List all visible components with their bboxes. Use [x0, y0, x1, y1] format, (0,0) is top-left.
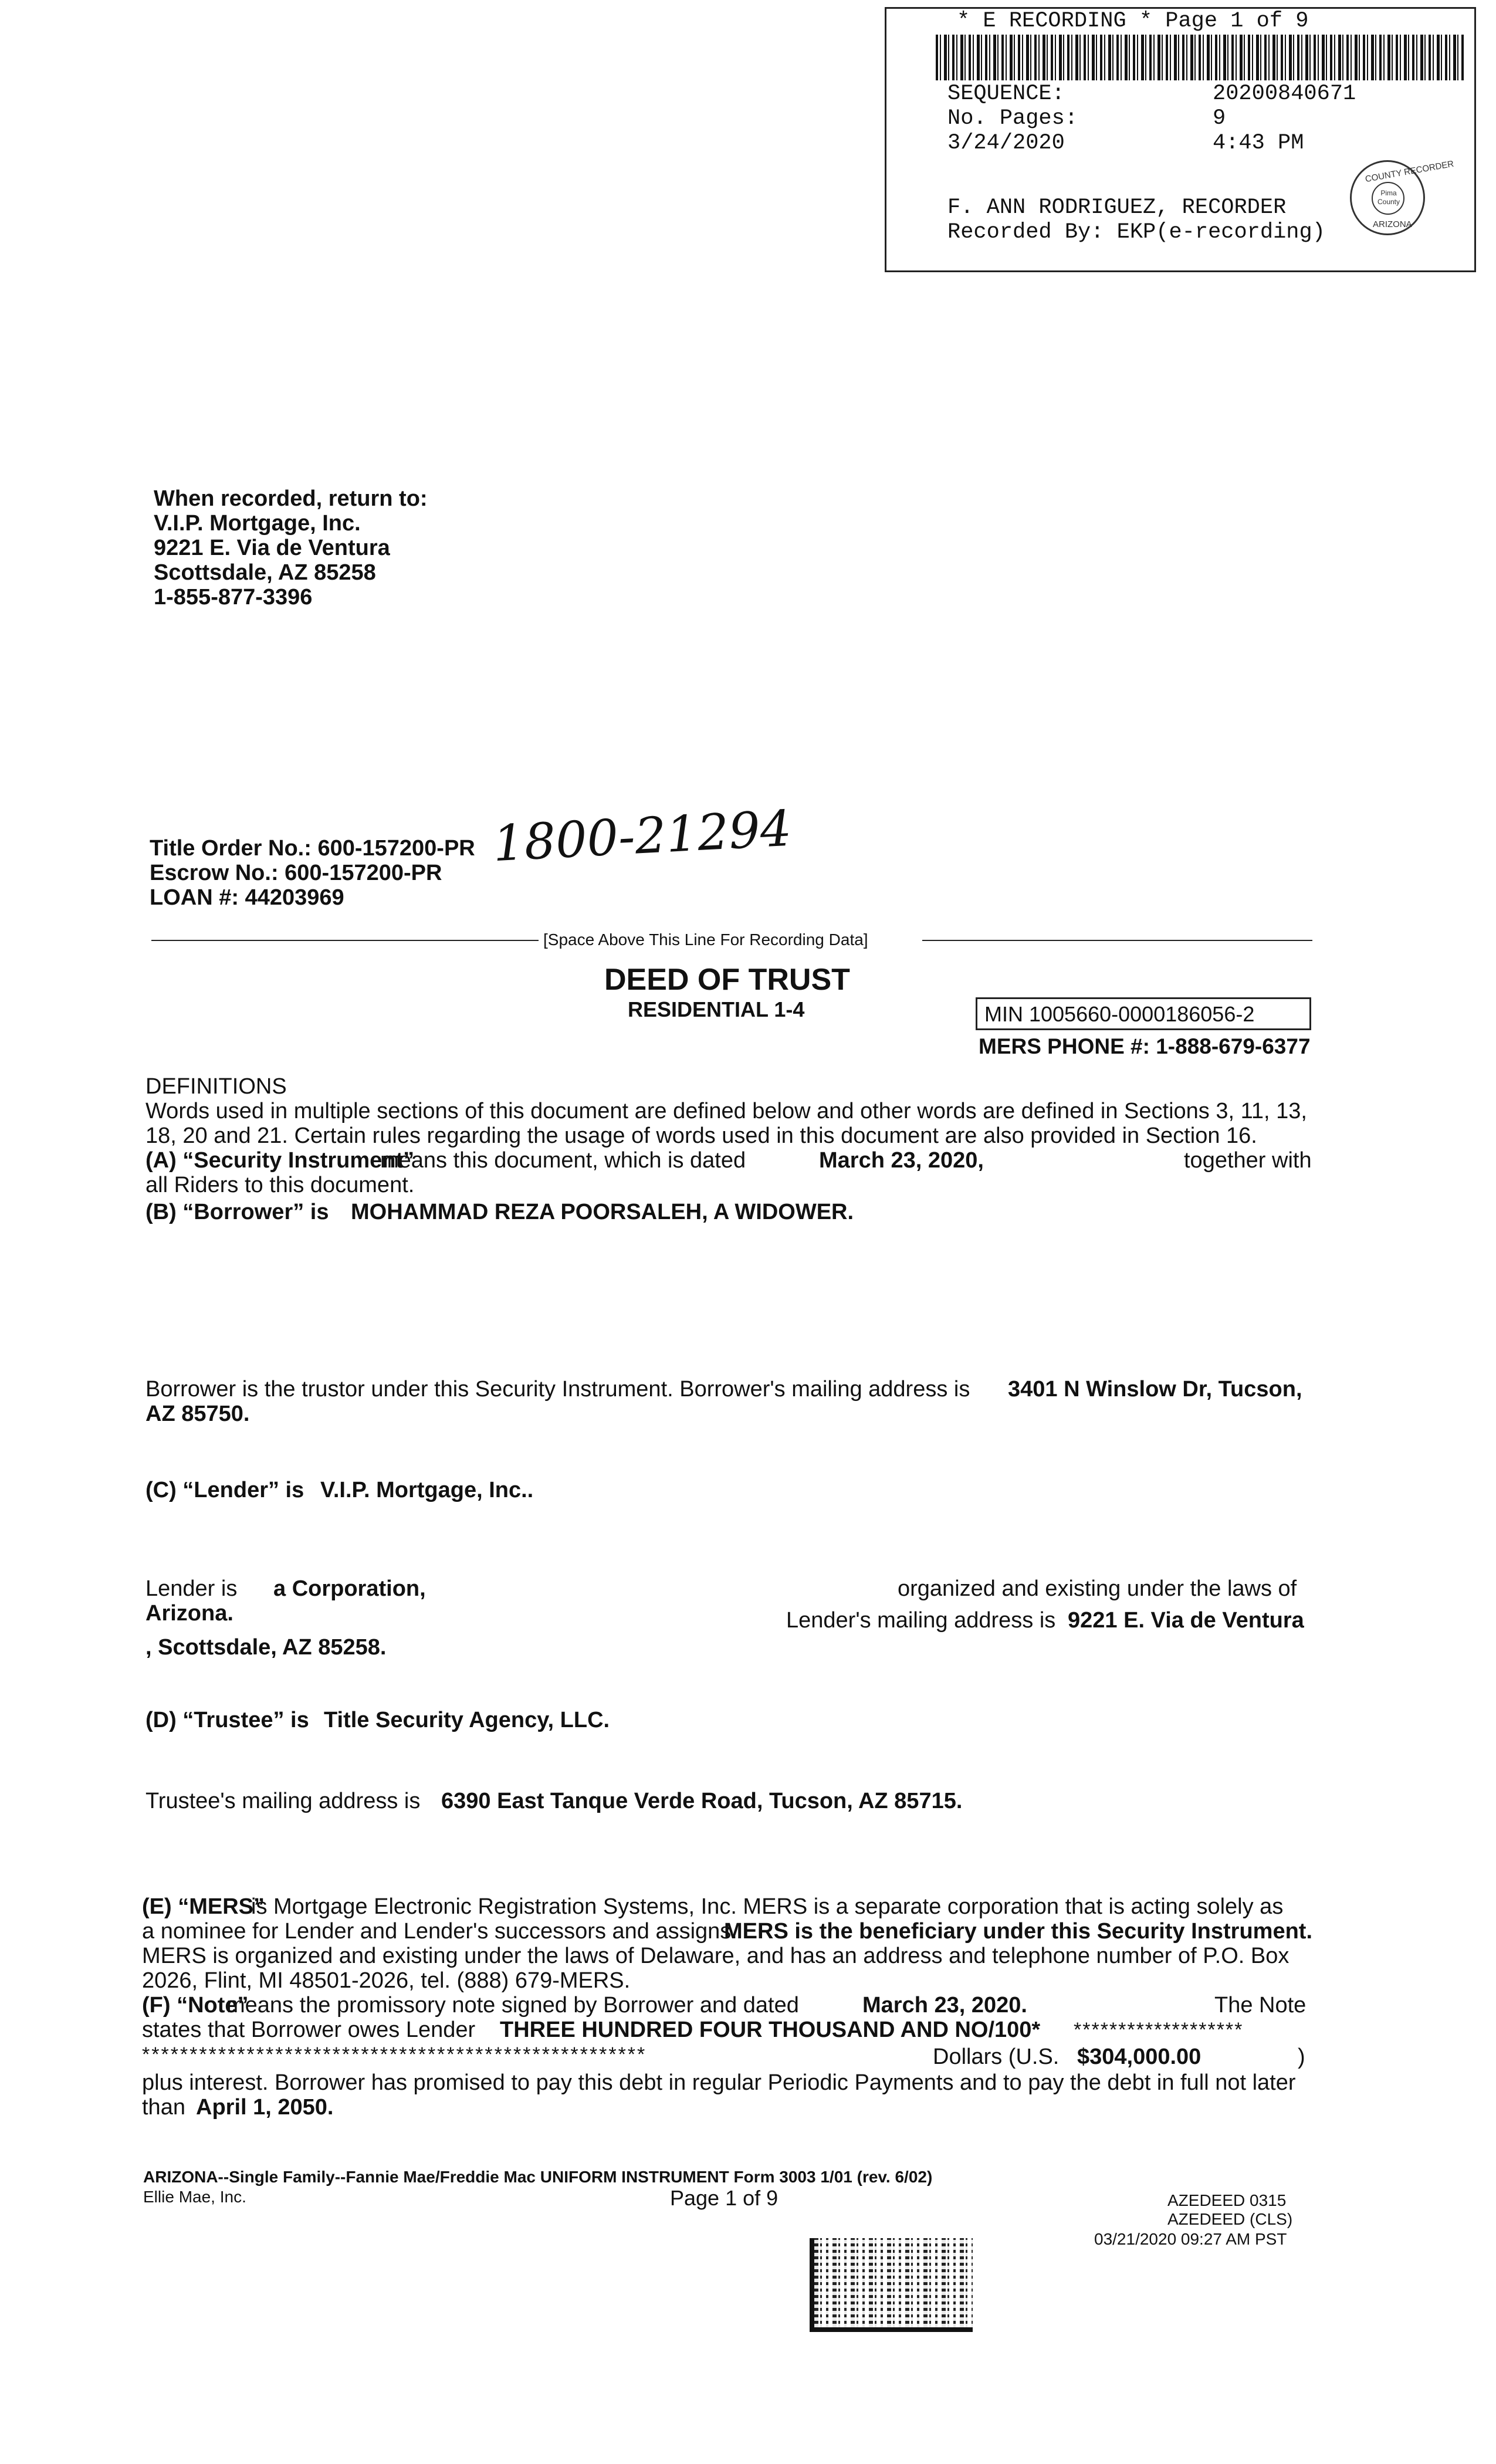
deed-subtitle: RESIDENTIAL 1-4 — [628, 997, 805, 1021]
definition-b-label: (B) “Borrower” is — [145, 1200, 329, 1224]
return-to-line-4: 1-855-877-3396 — [154, 585, 313, 610]
min-box — [976, 997, 1311, 1030]
definition-e-label: (E) “MERS” — [142, 1894, 265, 1919]
definition-f-line2a: states that Borrower owes Lender — [142, 2018, 476, 2042]
trustee-name: Title Security Agency, LLC. — [324, 1708, 610, 1732]
definition-e-text-1: is Mortgage Electronic Registration Systems, Inc. MERS is a separate corporation that is acting solely as — [251, 1894, 1284, 1919]
vendor-name: Ellie Mae, Inc. — [143, 2188, 246, 2206]
definitions-intro-1: Words used in multiple sections of this document are defined below and other words are defined in Sections 3, 11, 13, — [145, 1099, 1307, 1123]
recorder-name: F. ANN RODRIGUEZ, RECORDER — [947, 195, 1287, 220]
definition-e-text-2b: MERS is the beneficiary under this Security Instrument. — [724, 1919, 1313, 1944]
lender-city: , Scottsdale, AZ 85258. — [145, 1635, 387, 1660]
handwritten-note: 1800-21294 — [491, 799, 793, 873]
escrow-number: Escrow No.: 600-157200-PR — [150, 861, 442, 885]
lender-address: 9221 E. Via de Ventura — [1068, 1608, 1304, 1633]
definition-a-text: means this document, which is dated — [380, 1148, 746, 1173]
borrower-name: MOHAMMAD REZA POORSALEH, A WIDOWER. — [351, 1200, 854, 1224]
definition-a-tail: together with — [1184, 1148, 1312, 1173]
maturity-date: April 1, 2050. — [196, 2095, 334, 2120]
borrower-address: 3401 N Winslow Dr, Tucson, — [1008, 1377, 1302, 1402]
barcode-image — [936, 35, 1465, 80]
return-to-line-1: V.I.P. Mortgage, Inc. — [154, 511, 361, 536]
seal-center-text: Pima County — [1377, 189, 1400, 206]
page-number: Page 1 of 9 — [670, 2186, 779, 2210]
county-seal-icon — [1350, 158, 1455, 235]
lender-is-label: Lender is — [145, 1576, 238, 1601]
dollars-label: Dollars (U.S. — [933, 2045, 1060, 2069]
lender-state: Arizona. — [145, 1601, 233, 1626]
definition-f-label: (F) “Note” — [142, 1993, 249, 2018]
trustee-address: 6390 East Tanque Verde Road, Tucson, AZ 85715. — [441, 1789, 963, 1813]
title-order-number: Title Order No.: 600-157200-PR — [150, 836, 475, 861]
min-number: MIN 1005660-0000186056-2 — [984, 1002, 1255, 1026]
sequence-value: 20200840671 — [1213, 82, 1356, 106]
datamatrix-barcode — [810, 2238, 973, 2332]
definition-e-text-2a: a nominee for Lender and Lender's successors and assigns. — [142, 1919, 737, 1944]
mers-phone: MERS PHONE #: 1-888-679-6377 — [979, 1034, 1311, 1058]
note-date: March 23, 2020. — [862, 1993, 1027, 2018]
definition-e-text-4: 2026, Flint, MI 48501-2026, tel. (888) 679-MERS. — [142, 1968, 631, 1993]
trustee-mailing-label: Trustee's mailing address is — [145, 1789, 421, 1813]
definition-a-label: (A) “Security Instrument” — [145, 1148, 415, 1173]
definition-f-text: means the promissory note signed by Borrower and dated — [226, 1993, 799, 2018]
definition-f-line4: plus interest. Borrower has promised to pay this debt in regular Periodic Payments and to pay the debt in full not later — [142, 2070, 1296, 2095]
form-code-2: AZEDEED (CLS) — [1167, 2210, 1293, 2228]
note-stars-line2: ******************* — [1074, 2019, 1244, 2041]
borrower-trustor-text: Borrower is the trustor under this Security Instrument. Borrower's mailing address is — [145, 1377, 970, 1402]
record-date: 3/24/2020 — [947, 131, 1065, 155]
definition-c-label: (C) “Lender” is — [145, 1478, 304, 1502]
form-timestamp: 03/21/2020 09:27 AM PST — [1094, 2230, 1287, 2248]
lender-type: a Corporation, — [273, 1576, 426, 1601]
note-amount: $304,000.00 — [1077, 2045, 1201, 2069]
definitions-intro-2: 18, 20 and 21. Certain rules regarding the usage of words used in this document are also provided in Section 16. — [145, 1123, 1257, 1148]
recording-stamp — [885, 7, 1476, 272]
definitions-heading: DEFINITIONS — [145, 1074, 287, 1099]
form-identifier: ARIZONA--Single Family--Fannie Mae/Freddie Mac UNIFORM INSTRUMENT Form 3003 1/01 (rev. 6/02) — [143, 2168, 933, 2186]
recording-divider-left — [151, 940, 539, 941]
seal-bottom-text: ARIZONA — [1373, 219, 1412, 229]
definition-e-text-3: MERS is organized and existing under the laws of Delaware, and has an address and telephone number of P.O. Box — [142, 1944, 1289, 1968]
note-amount-words: THREE HUNDRED FOUR THOUSAND AND NO/100* — [500, 2018, 1041, 2042]
return-to-line-3: Scottsdale, AZ 85258 — [154, 560, 376, 585]
lender-name: V.I.P. Mortgage, Inc.. — [320, 1478, 534, 1502]
recorded-by: Recorded By: EKP(e-recording) — [947, 220, 1325, 245]
borrower-address-2: AZ 85750. — [145, 1402, 250, 1426]
definition-d-label: (D) “Trustee” is — [145, 1708, 309, 1732]
definition-a-date: March 23, 2020, — [819, 1148, 984, 1173]
space-above-text: [Space Above This Line For Recording Data] — [543, 930, 868, 949]
pages-value: 9 — [1213, 106, 1226, 131]
lender-mailing-label: Lender's mailing address is — [786, 1608, 1056, 1633]
return-to-line-2: 9221 E. Via de Ventura — [154, 536, 390, 560]
form-code-1: AZEDEED 0315 — [1167, 2191, 1287, 2209]
stamp-header: * E RECORDING * Page 1 of 9 — [957, 9, 1309, 33]
pages-label: No. Pages: — [947, 106, 1078, 131]
recording-divider-right — [922, 940, 1312, 941]
amount-paren: ) — [1298, 2045, 1305, 2069]
deed-title: DEED OF TRUST — [604, 963, 850, 997]
return-to-label: When recorded, return to: — [154, 486, 428, 511]
definition-f-tail: The Note — [1214, 1993, 1307, 2018]
sequence-label: SEQUENCE: — [947, 82, 1065, 106]
organized-under-text: organized and existing under the laws of — [898, 1576, 1297, 1601]
loan-number: LOAN #: 44203969 — [150, 885, 344, 910]
record-time: 4:43 PM — [1213, 131, 1304, 155]
definition-a-line2: all Riders to this document. — [145, 1173, 415, 1197]
seal-top-text: COUNTY RECORDER — [1364, 158, 1455, 185]
definition-a — [145, 1148, 1316, 1173]
definition-f-line5a: than — [142, 2095, 185, 2120]
note-stars-line3: ***************************************************** — [142, 2043, 647, 2066]
